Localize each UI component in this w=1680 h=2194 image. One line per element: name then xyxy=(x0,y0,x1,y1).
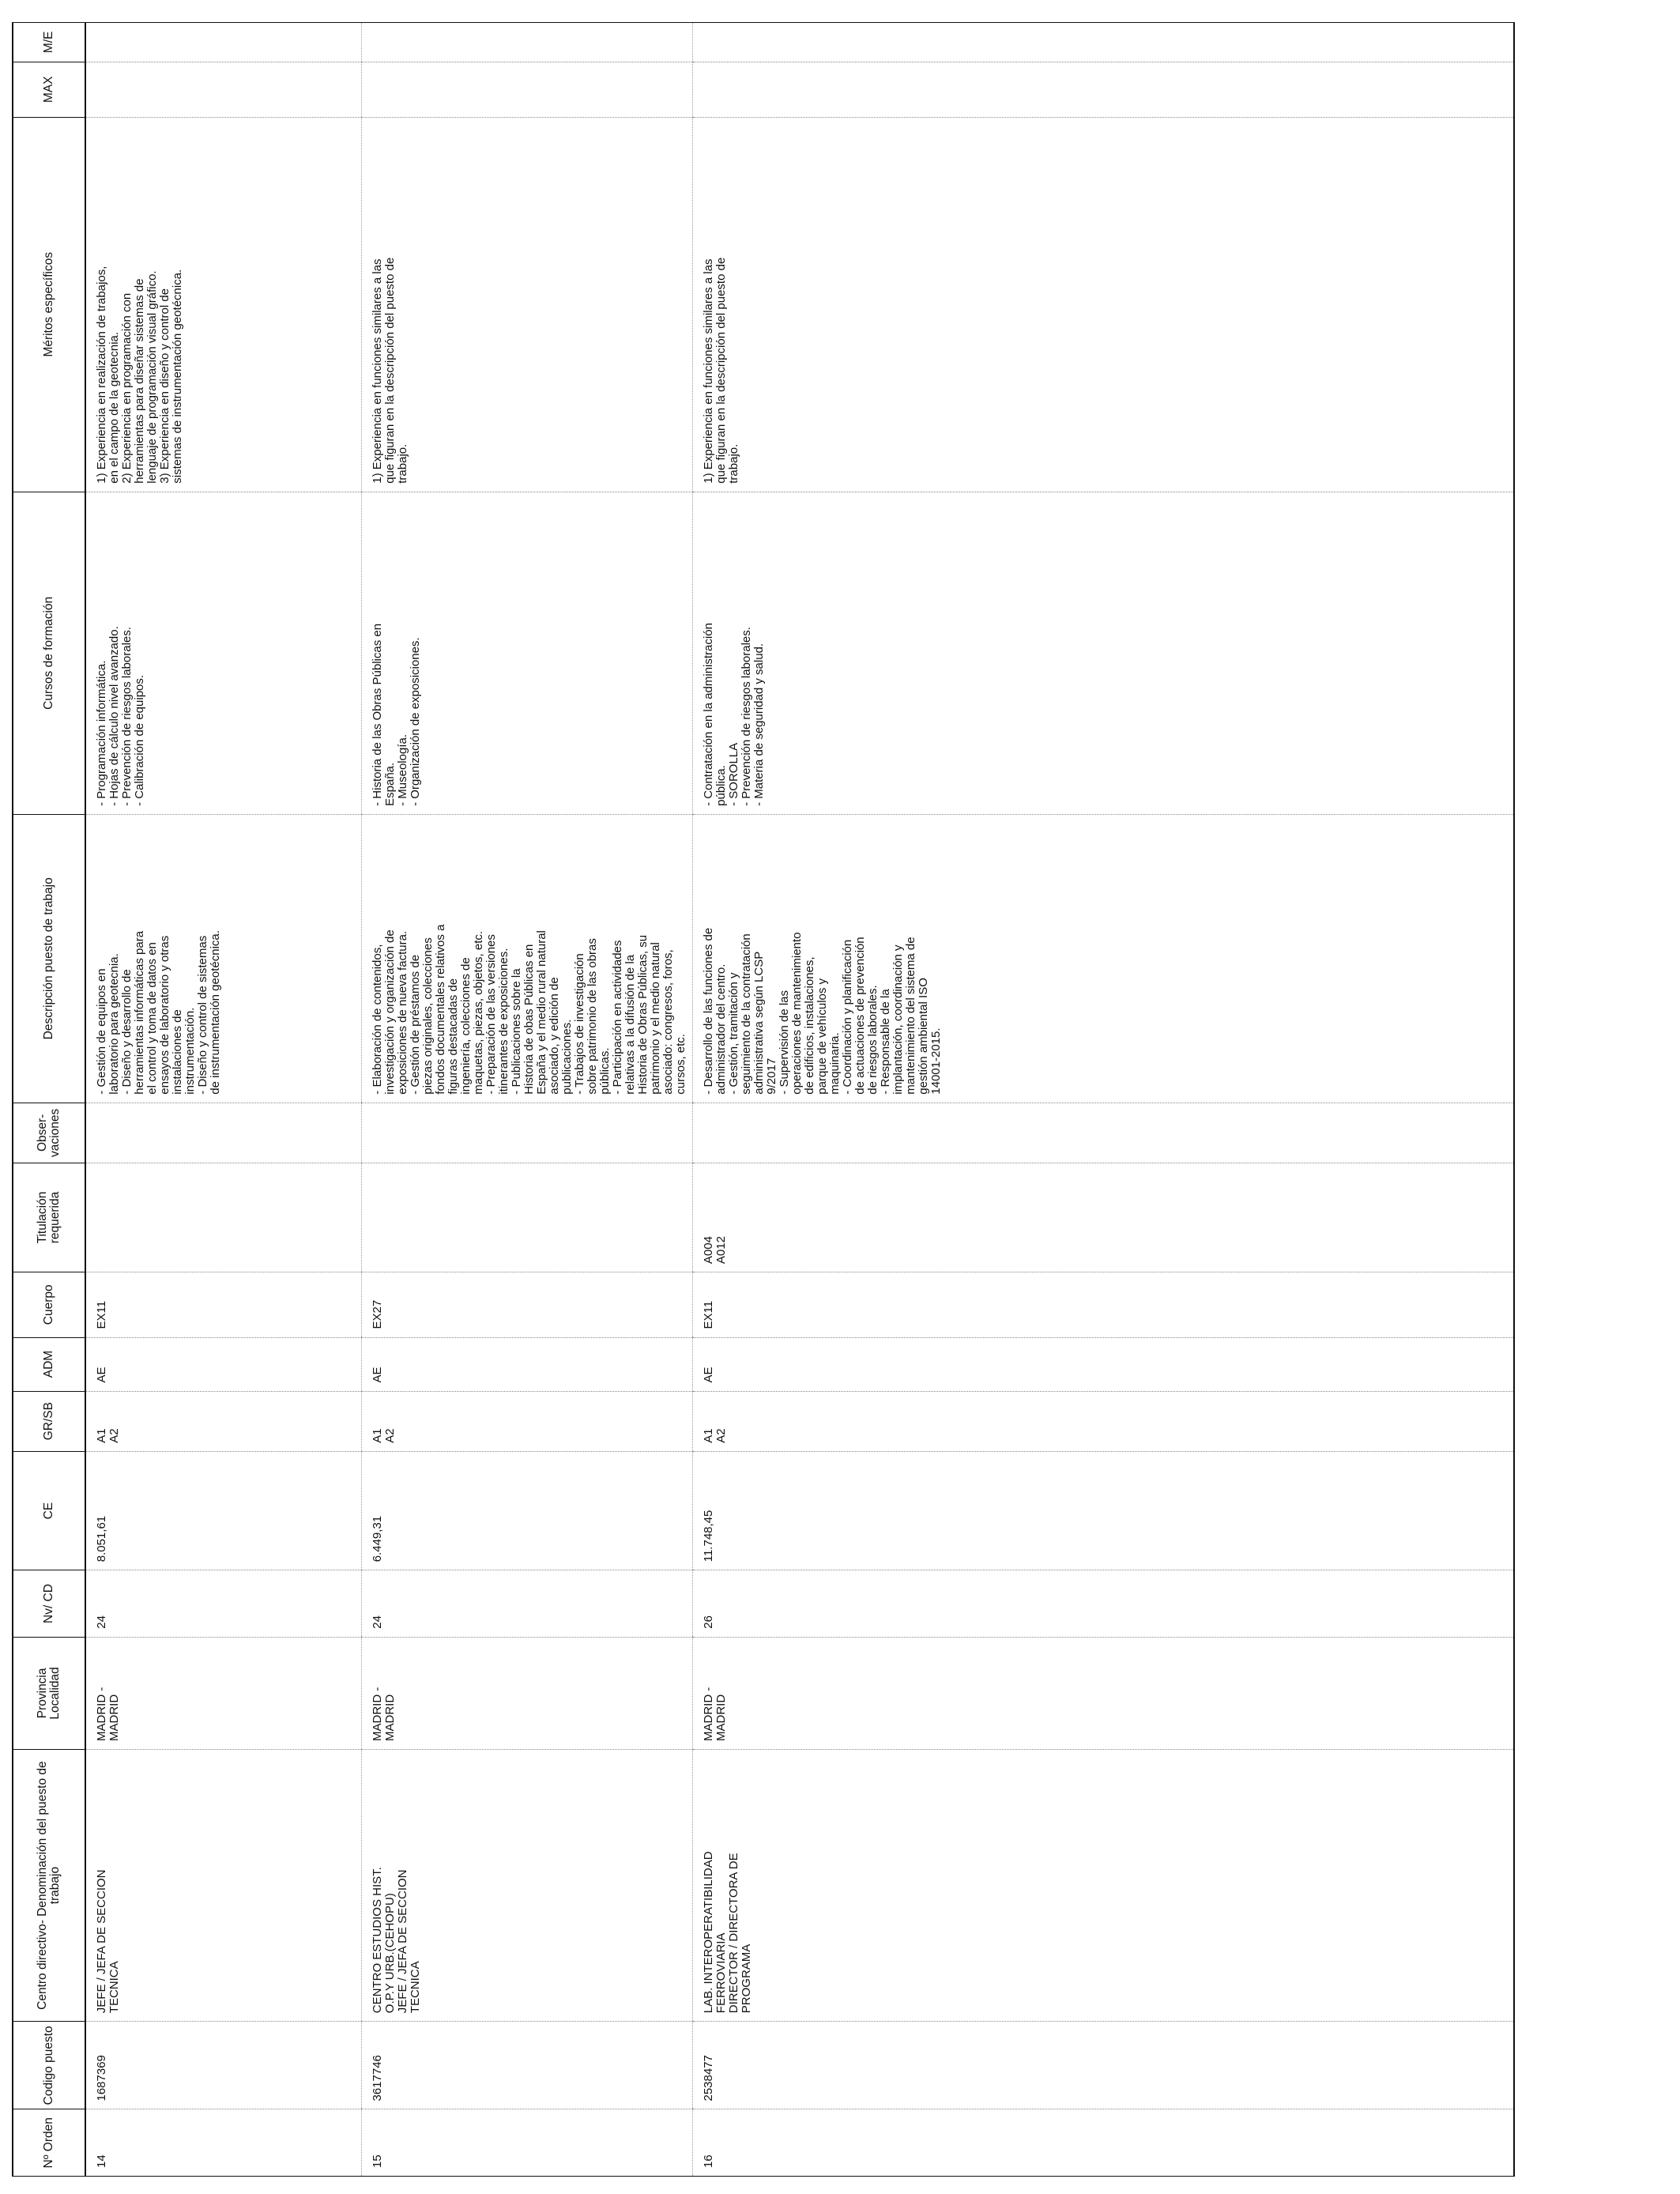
cell-ce: 6.449,31 xyxy=(362,1451,693,1570)
cell-provincia: MADRID - MADRID xyxy=(362,1637,693,1749)
cell-centro xyxy=(362,1749,693,2021)
cell-adm: AE xyxy=(85,1337,362,1391)
cell-grupo: A1 A2 xyxy=(362,1391,693,1451)
header-max: MAX xyxy=(13,62,85,117)
cell-observaciones xyxy=(362,1103,693,1163)
header-adm: ADM xyxy=(13,1337,85,1391)
cell-titulacion xyxy=(85,1163,362,1272)
cell-max xyxy=(362,62,693,117)
header-cuerpo: Cuerpo xyxy=(13,1272,85,1337)
cell-observaciones xyxy=(85,1103,362,1163)
header-titulacion: Titulación requerida xyxy=(13,1163,85,1272)
header-provincia: Provincia Localidad xyxy=(13,1637,85,1749)
cell-orden: 15 xyxy=(362,2109,693,2177)
cell-codigo: 1687369 xyxy=(85,2022,362,2109)
cell-unidad: LAB. INTEROPERATIBILIDAD FERROVIARIA xyxy=(702,1851,728,2014)
header-grupo: GR/SB xyxy=(13,1391,85,1451)
header-nivel: Nv/ CD xyxy=(13,1570,85,1638)
cell-cuerpo: EX27 xyxy=(362,1272,693,1337)
cell-orden: 16 xyxy=(693,2109,1515,2177)
cell-meritos: 1) Experiencia en realización de trabajos, en el campo de la geotecnia. 2) Experiencia en programación con herramientas para diseñar sistemas de lenguaje de programación visual gráfico. 3) Experiencia en diseño y control de sistemas de instrumentación geotécnica. xyxy=(85,117,362,492)
header-codigo: Codigo puesto xyxy=(13,2022,85,2109)
cell-cuerpo: EX11 xyxy=(693,1272,1515,1337)
cell-nivel: 24 xyxy=(85,1570,362,1638)
cell-observaciones xyxy=(693,1103,1515,1163)
cell-ce: 11.748,45 xyxy=(693,1451,1515,1570)
cell-meritos: 1) Experiencia en funciones similares a las que figuran en la descripción del puesto de trabajo. xyxy=(693,117,1515,492)
cell-descripcion: - Gestión de equipos en laboratorio para geotecnia. - Diseño y desarrollo de herramientas informáticas para el control y toma de datos en ensayos de laboratorio y otras instalaciones de instrumentación. - Diseño y control de sistemas de instrumentación geotécnica. xyxy=(85,814,362,1103)
cell-titulacion xyxy=(362,1163,693,1272)
cell-adm: AE xyxy=(693,1337,1515,1391)
cell-me xyxy=(362,23,693,62)
cell-centro xyxy=(85,1749,362,2021)
cell-grupo: A1 A2 xyxy=(85,1391,362,1451)
cell-max xyxy=(693,62,1515,117)
cell-nivel: 24 xyxy=(362,1570,693,1638)
table-body xyxy=(85,23,1514,2177)
table-row xyxy=(693,23,1515,2177)
cell-me xyxy=(693,23,1515,62)
cell-cursos: - Programación informática. - Hojas de cálculo nivel avanzado. - Prevención de riesgos laborales. - Calibración de equipos. xyxy=(85,492,362,814)
cell-orden: 14 xyxy=(85,2109,362,2177)
cell-descripcion: - Desarrollo de las funciones de administrador del centro. - Gestión, tramitación y seguimiento de la contratación administrativa según LCSP 9/2017 - Supervisión de las operaciones de mantenimiento de edificios, instalaciones, parque de vehículos y maquinaria. - Coordinación y planificación de actuaciones de prevención de riesgos laborales. - Responsable de la implantación, coordinación y mantenimiento del sistema de gestión ambiental ISO 14001-2015. xyxy=(693,814,1515,1103)
cell-cursos: - Contratación en la administración pública. - SOROLLA - Prevención de riesgos laborales. - Materia de seguridad y salud. xyxy=(693,492,1515,814)
cell-provincia: MADRID - MADRID xyxy=(693,1637,1515,1749)
job-positions-table xyxy=(12,22,1515,2177)
cell-cuerpo: EX11 xyxy=(85,1272,362,1337)
cell-unidad: CENTRO ESTUDIOS HIST. O.P.Y URB.(CEHOPU) xyxy=(371,1867,397,2014)
header-orden: Nº Orden xyxy=(13,2109,85,2177)
cell-grupo: A1 A2 xyxy=(693,1391,1515,1451)
cell-meritos: 1) Experiencia en funciones similares a las que figuran en la descripción del puesto de trabajo. xyxy=(362,117,693,492)
cell-centro xyxy=(693,1749,1515,2021)
cell-puesto: DIRECTOR / DIRECTORA DE PROGRAMA xyxy=(727,1853,753,2014)
header-meritos: Méritos específicos xyxy=(13,117,85,492)
cell-ce: 8.051,61 xyxy=(85,1451,362,1570)
cell-nivel: 26 xyxy=(693,1570,1515,1638)
cell-provincia: MADRID - MADRID xyxy=(85,1637,362,1749)
cell-codigo: 3617746 xyxy=(362,2022,693,2109)
cell-puesto: JEFE / JEFA DE SECCION TECNICA xyxy=(95,1869,121,2014)
header-me: M/E xyxy=(13,23,85,62)
cell-adm: AE xyxy=(362,1337,693,1391)
cell-puesto: JEFE / JEFA DE SECCION TECNICA xyxy=(396,1869,422,2014)
cell-max xyxy=(85,62,362,117)
header-centro: Centro directivo- Denominación del puesto de trabajo xyxy=(13,1749,85,2021)
header-cursos: Cursos de formación xyxy=(13,492,85,814)
cell-titulacion: A004 A012 xyxy=(693,1163,1515,1272)
header-ce: CE xyxy=(13,1451,85,1570)
header-descripcion: Descripción puesto de trabajo xyxy=(13,814,85,1103)
cell-me xyxy=(85,23,362,62)
table-row xyxy=(85,23,362,2177)
cell-cursos: - Historia de las Obras Públicas en España. - Museología. - Organización de exposiciones. xyxy=(362,492,693,814)
cell-descripcion: - Elaboración de contenidos, investigación y organización de exposiciones de nueva factura. - Gestión de préstamos de piezas originales, colecciones fondos documentales relativos a figuras destacadas de ingeniería, colecciones de maquetas, piezas, objetos, etc. - Preparación de las versiones itinerantes de exposiciones. - Publicaciones sobre la Historia de obas Públicas en España y el medio rural natural asociado, y edición de publicaciones. - Trabajos de investigación sobre patrimonio de las obras públicas. - Participación en actividades relativas a la difusión de la Historia de Obras Públicas, su patrimonio y el medio natural asociado: congresos, foros, cursos, etc. xyxy=(362,814,693,1103)
cell-codigo: 2538477 xyxy=(693,2022,1515,2109)
table-row xyxy=(362,23,693,2177)
table-header xyxy=(13,23,85,2177)
header-observaciones: Obser- vaciones xyxy=(13,1103,85,1163)
